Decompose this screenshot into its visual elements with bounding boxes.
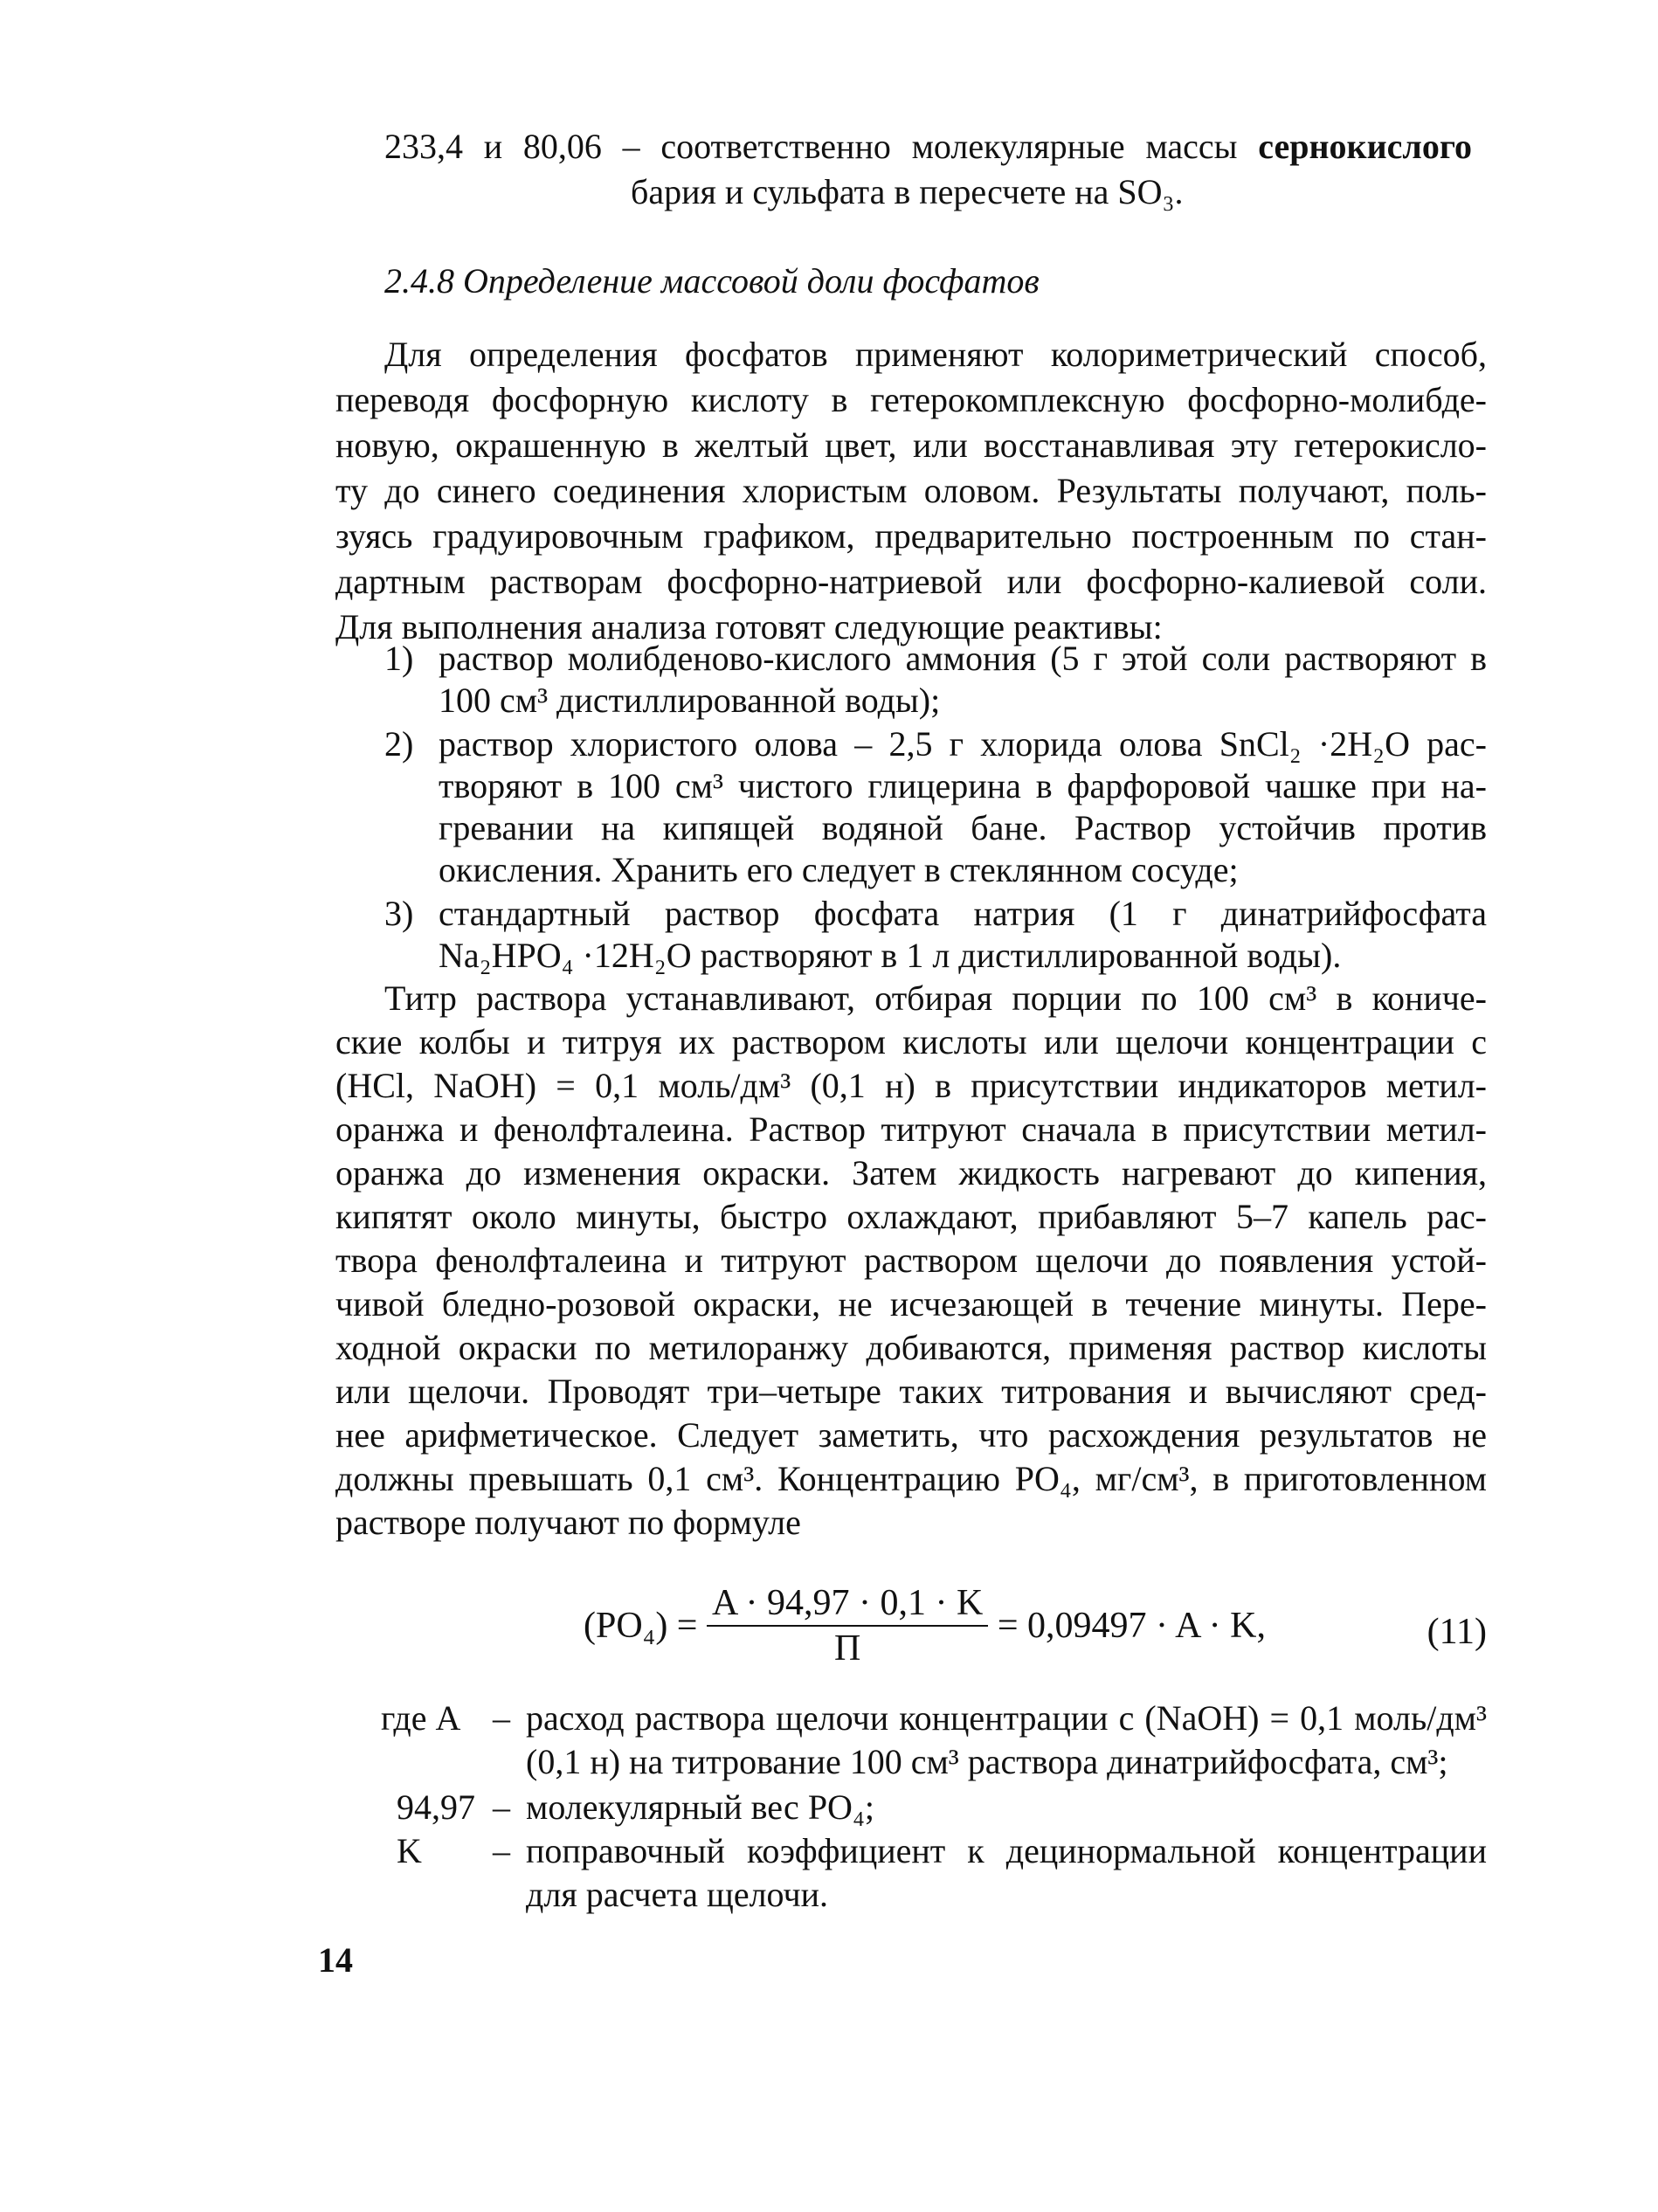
formula-11 [584, 1581, 1487, 1670]
list-line: Na₂HPO₄ ·12H₂O растворяют в 1 л дистиллированной воды). [439, 936, 1342, 975]
para1-line: переводя фосфорную кислоту в гетерокомплексную фосфорно-молибде- [335, 380, 1487, 419]
paragraph-1 [335, 332, 1487, 650]
list-number: 3) [384, 894, 414, 933]
list-item-1 [384, 638, 1487, 722]
formula-number: (11) [1427, 1612, 1487, 1652]
definition-dash: – [493, 1831, 510, 1870]
top-note-line-2: бария и сульфата в пересчете на SO₃. [631, 172, 1184, 211]
definition-line: молекулярный вес PO₄; [526, 1787, 875, 1827]
top-note-line-1 [384, 124, 1472, 169]
formula-fraction [707, 1581, 988, 1670]
section-heading: 2.4.8 Определение массовой доли фосфатов [384, 261, 1040, 301]
list-line: раствор хлористого олова – 2,5 г хлорида олова SnCl₂ ·2H₂O рас- [439, 724, 1487, 764]
list-number: 2) [384, 724, 414, 764]
list-line: раствор молибденово-кислого аммония (5 г этой соли растворяют в [439, 639, 1487, 678]
para1-line: новую, окрашенную в желтый цвет, или восстанавливая эту гетерокисло- [335, 425, 1487, 465]
para2-line: оранжа до изменения окраски. Затем жидкость нагревают до кипения, [335, 1153, 1487, 1192]
list-number: 1) [384, 639, 414, 678]
definition-dash: – [493, 1698, 510, 1738]
list-line: окисления. Хранить его следует в стеклянном сосуде; [439, 850, 1239, 889]
list-line: 100 см³ дистиллированной воды); [439, 681, 941, 720]
page-number: 14 [318, 1940, 353, 1980]
para2-line: Титр раствора устанавливают, отбирая порции по 100 см³ в кониче- [384, 978, 1487, 1018]
para2-line: ходной окраски по метилоранжу добиваются, применяя раствор кислоты [335, 1328, 1487, 1367]
paragraph-2 [335, 977, 1487, 1545]
para2-line: чивой бледно-розовой окраски, не исчезающей в течение минуты. Пере- [335, 1284, 1487, 1324]
list-item-3 [384, 893, 1487, 977]
para2-line: кипятят около минуты, быстро охлаждают, прибавляют 5–7 капель рас- [335, 1197, 1487, 1236]
para2-line: должны превышать 0,1 см³. Концентрацию PO₄, мг/см³, в приготовленном [335, 1459, 1487, 1498]
definition-line: поправочный коэффициент к децинормальной концентрации [526, 1831, 1487, 1870]
para2-line: или щелочи. Проводят три–четыре таких титрования и вычисляют сред- [335, 1372, 1487, 1411]
definition-term: 94,97 [397, 1787, 475, 1827]
para2-line: нее арифметическое. Следует заметить, что расхождения результатов не [335, 1415, 1487, 1455]
definition-line: (0,1 н) на титрование 100 см³ раствора динатрийфосфата, см³; [526, 1742, 1448, 1781]
list-line: гревании на кипящей водяной бане. Раствор устойчив против [439, 808, 1487, 847]
definition-term: где A [381, 1698, 461, 1738]
para2-line: ские колбы и титруя их раствором кислоты или щелочи концентрации с [335, 1022, 1487, 1061]
para1-line: ту до синего соединения хлористым оловом. Результаты получают, поль- [335, 471, 1487, 510]
formula-numerator: A · 94,97 · 0,1 · K [707, 1581, 988, 1627]
top-note-bold-word: сернокислого [1258, 127, 1472, 166]
para2-line: твора фенолфталеина и титруют раствором щелочи до появления устой- [335, 1241, 1487, 1280]
top-note-prefix: 233,4 и 80,06 – соответственно молекулярные массы [384, 127, 1259, 166]
para2-last-line: растворе получают по формуле [335, 1503, 801, 1542]
top-note [384, 124, 1472, 215]
formula-rhs: = 0,09497 · A · K, [997, 1606, 1266, 1646]
formula-lhs: (PO₄) = [584, 1606, 698, 1646]
para1-line: дартным растворам фосфорно-натриевой или фосфорно-калиевой соли. [335, 562, 1487, 601]
definition-term: K [397, 1831, 422, 1870]
para1-line: зуясь градуировочным графиком, предварительно построенным по стан- [335, 516, 1487, 556]
definition-dash: – [493, 1787, 510, 1827]
formula-denominator: П [833, 1628, 861, 1669]
para2-line: оранжа и фенолфталеина. Раствор титруют сначала в присутствии метил- [335, 1109, 1487, 1149]
definition-k [381, 1829, 1487, 1917]
list-line: стандартный раствор фосфата натрия (1 г динатрийфосфата [439, 894, 1487, 933]
definition-a [381, 1697, 1487, 1784]
definition-line: для расчета щелочи. [526, 1875, 829, 1914]
para1-line: Для определения фосфатов применяют колориметрический способ, [384, 335, 1487, 374]
list-item-2 [384, 723, 1487, 891]
definition-line: расход раствора щелочи концентрации с (NaOH) = 0,1 моль/дм³ [526, 1698, 1487, 1738]
para2-line: (HCl, NaOH) = 0,1 моль/дм³ (0,1 н) в присутствии индикаторов метил- [335, 1066, 1487, 1105]
list-line: творяют в 100 см³ чистого глицерина в фарфоровой чашке при на- [439, 766, 1487, 805]
para1-last-line: Для выполнения анализа готовят следующие реактивы: [335, 607, 1163, 646]
definition-9497 [381, 1786, 1487, 1829]
